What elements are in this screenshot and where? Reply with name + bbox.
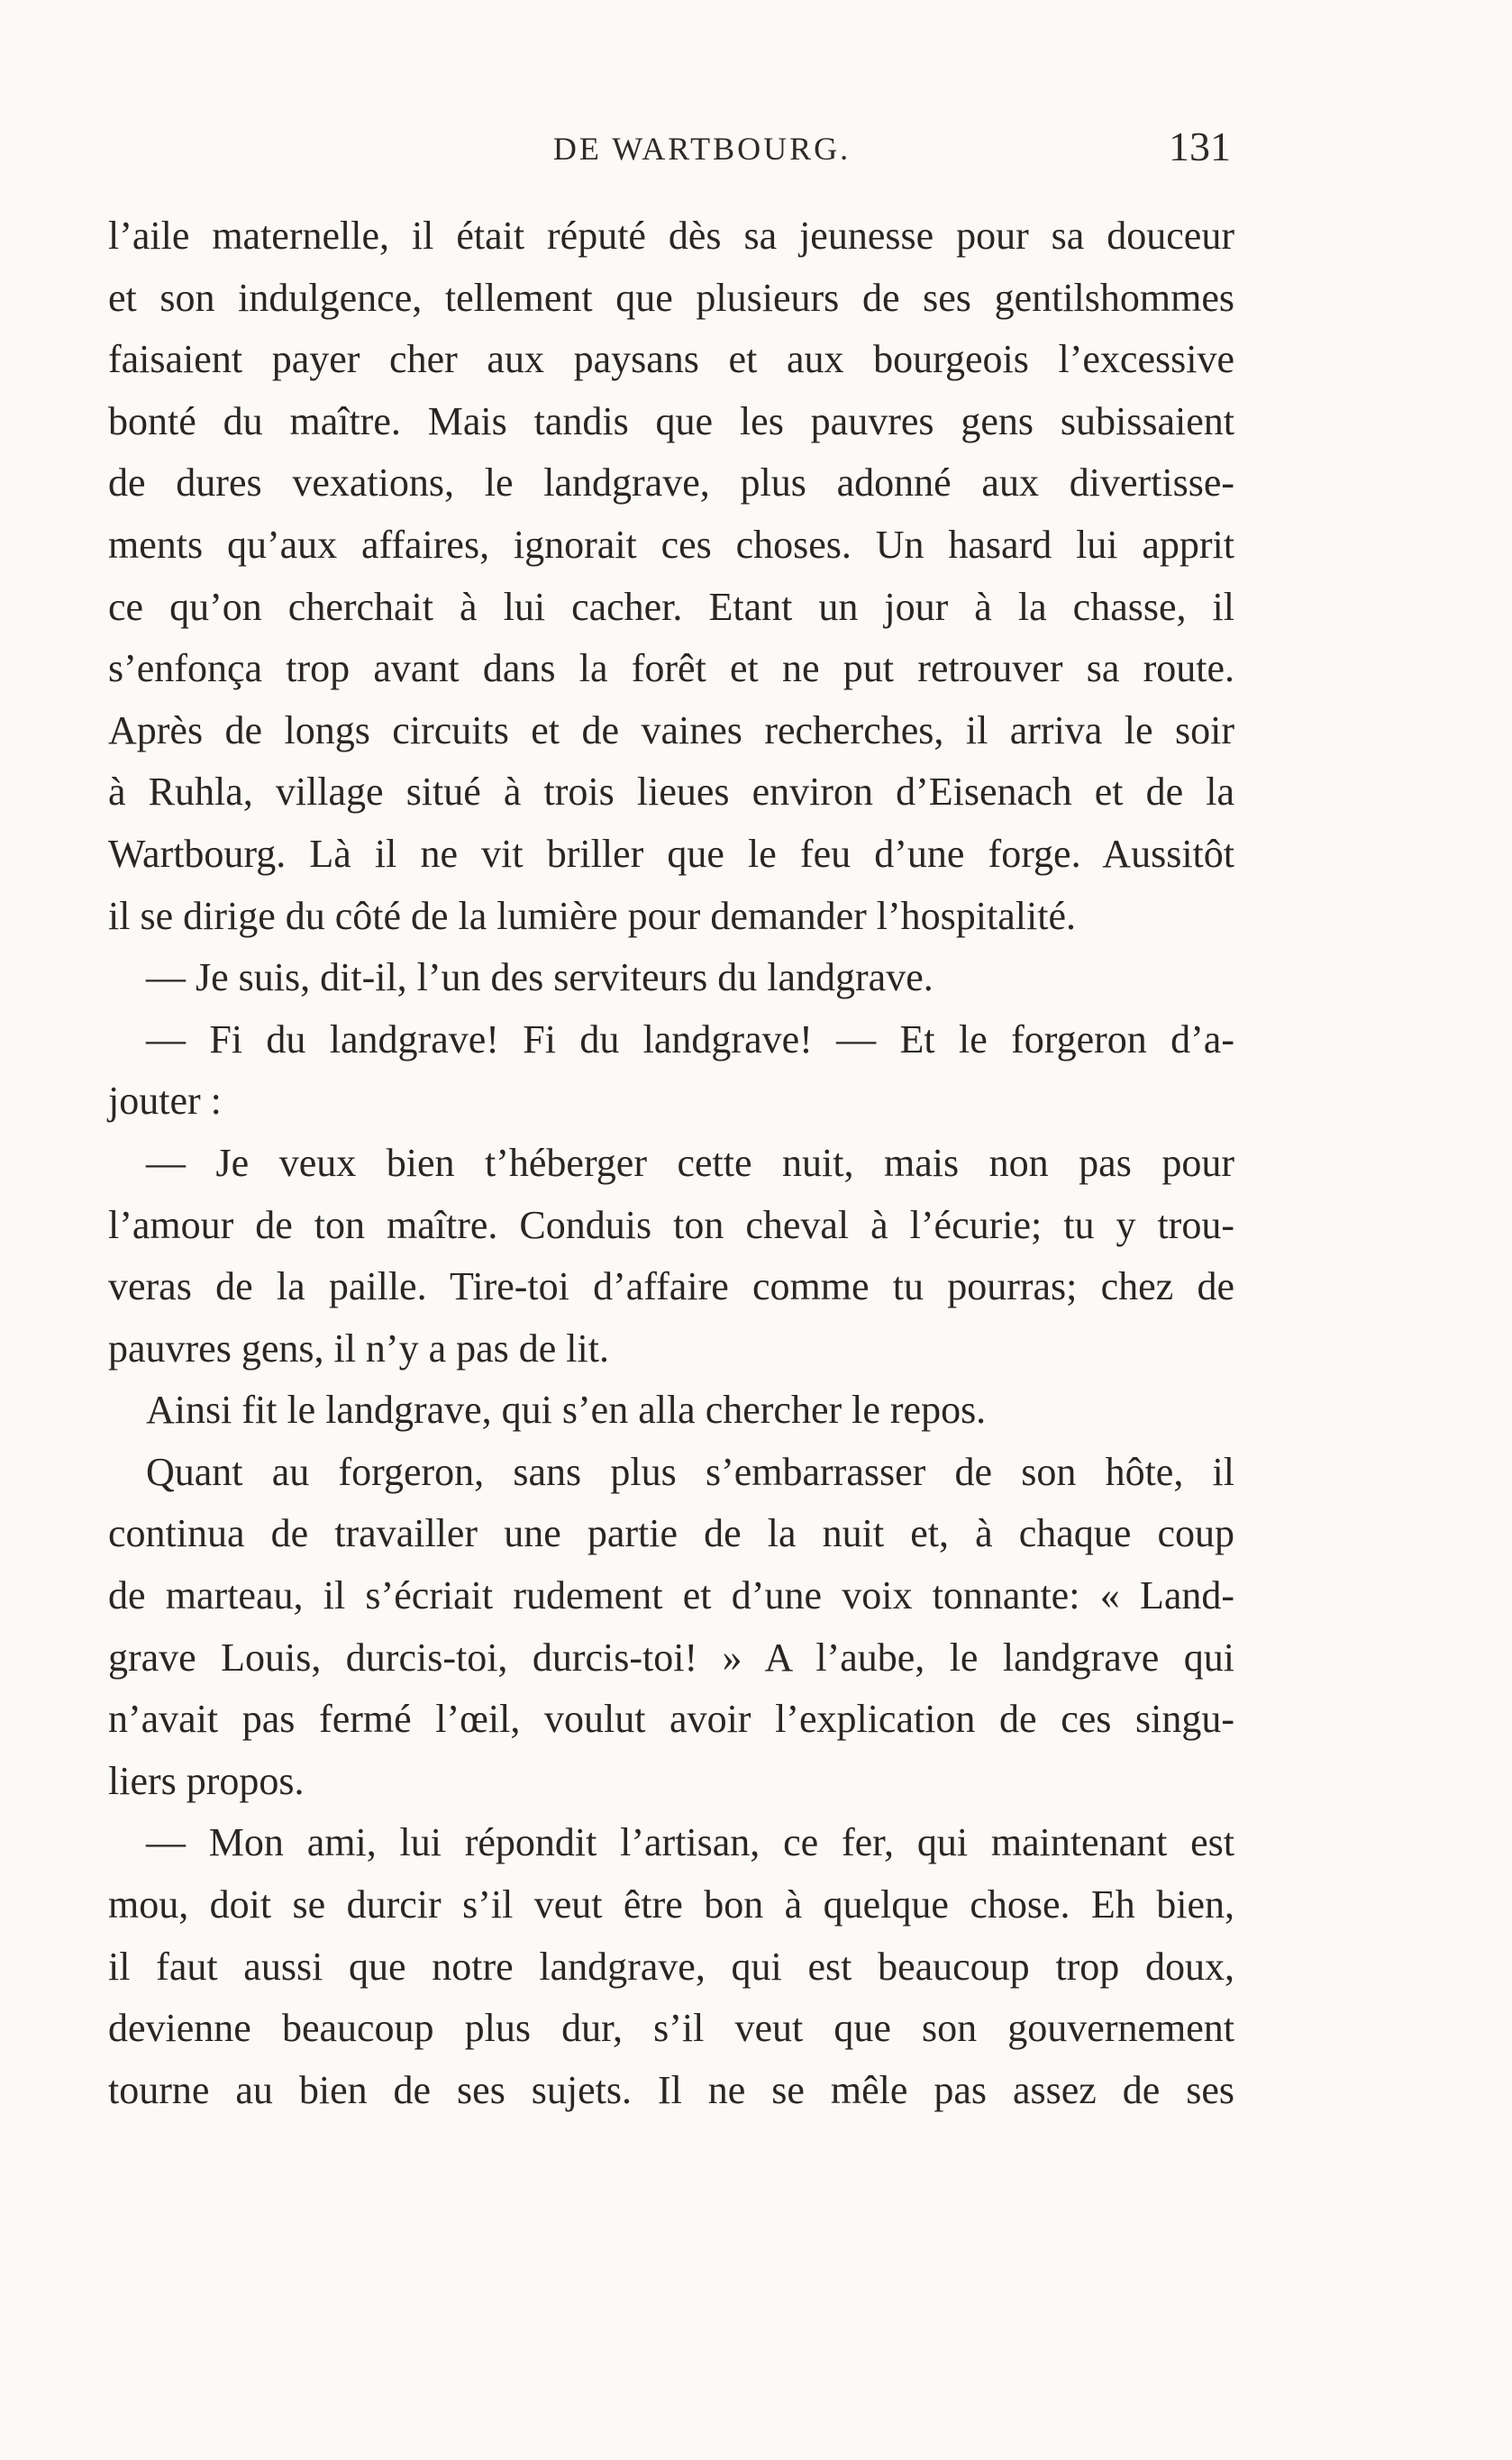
text-line: à Ruhla, village situé à trois lieues environ d’Eisenach et de la <box>108 770 1234 815</box>
text-line: continua de travailler une partie de la nuit et, à chaque coup <box>108 1511 1234 1556</box>
text-line: de marteau, il s’écriait rudement et d’une voix tonnante: « Land- <box>108 1573 1234 1618</box>
text-line: grave Louis, durcis-toi, durcis-toi! » A l’aube, le landgrave qui <box>108 1635 1234 1680</box>
text-line: veras de la paille. Tire-toi d’affaire comme tu pourras; chez de <box>108 1264 1234 1309</box>
text-line: il se dirige du côté de la lumière pour demander l’hospitalité. <box>108 893 1076 938</box>
text-line: tourne au bien de ses sujets. Il ne se mêle pas assez de ses <box>108 2067 1234 2112</box>
page-header <box>173 123 1231 177</box>
text-line: pauvres gens, il n’y a pas de lit. <box>108 1326 609 1371</box>
text-line: n’avait pas fermé l’œil, voulut avoir l’explication de ces singu- <box>108 1697 1234 1742</box>
text-line: l’aile maternelle, il était réputé dès sa jeunesse pour sa douceur <box>108 214 1234 258</box>
text-line: liers propos. <box>108 1758 305 1803</box>
text-line: — Je veux bien t’héberger cette nuit, mais non pas pour <box>146 1140 1234 1185</box>
text-line: ce qu’on cherchait à lui cacher. Etant un jour à la chasse, il <box>108 584 1234 629</box>
text-line: mou, doit se durcir s’il veut être bon à quelque chose. Eh bien, <box>108 1882 1234 1927</box>
text-line: ments qu’aux affaires, ignorait ces choses. Un hasard lui apprit <box>108 522 1234 567</box>
text-line: Wartbourg. Là il ne vit briller que le feu d’une forge. Aussitôt <box>108 831 1234 876</box>
text-line: Ainsi fit le landgrave, qui s’en alla chercher le repos. <box>146 1388 987 1433</box>
text-line: faisaient payer cher aux paysans et aux bourgeois l’excessive <box>108 337 1234 382</box>
text-line: Quant au forgeron, sans plus s’embarrasser de son hôte, il <box>146 1449 1234 1494</box>
running-title: DE WARTBOURG. <box>552 131 852 167</box>
text-line: jouter : <box>108 1079 222 1124</box>
text-line: bonté du maître. Mais tandis que les pauvres gens subissaient <box>108 398 1234 443</box>
text-line: — Fi du landgrave! Fi du landgrave! — Et le forgeron d’a- <box>146 1016 1234 1061</box>
text-line: devienne beaucoup plus dur, s’il veut que son gouvernement <box>108 2006 1234 2051</box>
text-line: Après de longs circuits et de vaines recherches, il arriva le soir <box>108 707 1234 752</box>
text-line: et son indulgence, tellement que plusieurs de ses gentilshommes <box>108 275 1234 320</box>
text-line: il faut aussi que notre landgrave, qui est beaucoup trop doux, <box>108 1944 1234 1989</box>
text-line: de dures vexations, le landgrave, plus adonné aux divertisse- <box>108 460 1234 506</box>
text-line: s’enfonça trop avant dans la forêt et ne put retrouver sa route. <box>108 646 1234 691</box>
text-line: — Je suis, dit-il, l’un des serviteurs du landgrave. <box>146 955 934 1000</box>
body-text <box>108 205 1234 2121</box>
text-line: — Mon ami, lui répondit l’artisan, ce fer, qui maintenant est <box>146 1820 1234 1865</box>
page-number: 131 <box>1169 123 1231 169</box>
text-line: l’amour de ton maître. Conduis ton cheval à l’écurie; tu y trou- <box>108 1202 1234 1247</box>
